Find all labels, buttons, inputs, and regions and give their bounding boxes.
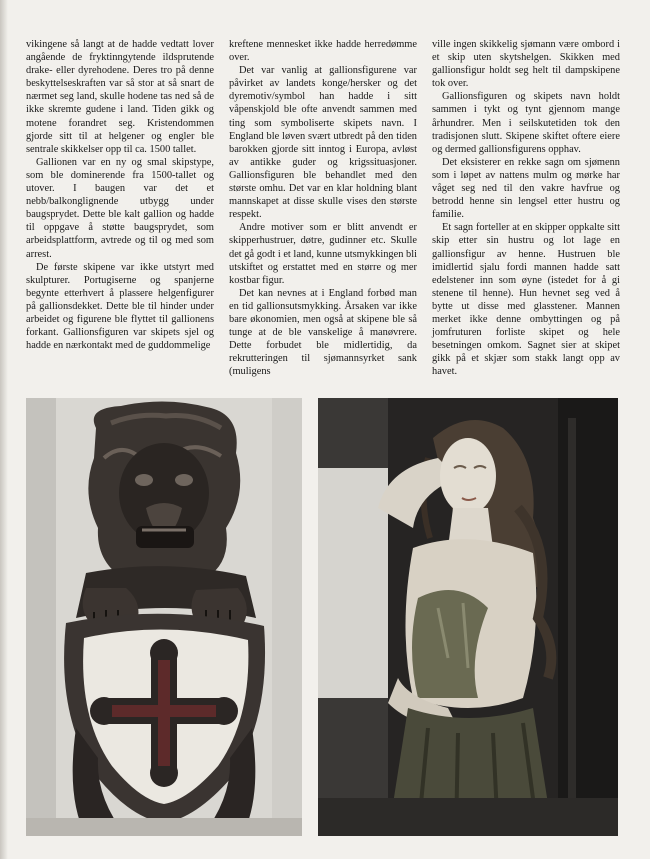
paragraph: Et sagn forteller at en skipper oppkalte sitt skip etter sin hustru og lot lage en gallionsfigur av henne. Hustruen ble imidlertid sjalu fordi mannen hadde satt edelstener inn som øyne (istedet for å gi stenene til henne). Hun hevnet seg ved å bytte ut disse med glasstener. Mannen merket ikke denne ombyttingen og på jomfruturen forliste skipet og hele besetningen omkom. Sagnet sier at skipet gikk på et skjær som stakk langt opp av havet.: [432, 222, 620, 378]
paragraph: Det kan nevnes at i England forbød man en tid gallionsutsmykking. Årsaken var ikke bare økonomien, men også at skipene ble så tunge at de ble vanskelige å manøvrere. Dette forbudet ble midlertidig, da rekrutteringen til sjømannsyrket sank (muligens: [229, 287, 417, 378]
article-column-1: [26, 38, 214, 352]
paragraph: Andre motiver som er blitt anvendt er skipperhustruer, døtre, gudinner etc. Skulle det gå godt i et land, kunne utsmykkingen bli utskiftet og erstattet med en større og mer kostbar figur.: [229, 222, 417, 286]
paragraph: Det eksisterer en rekke sagn om sjømenn som i løpet av nattens mulm og mørke har våget seg ned til den vakre havfrue og betrodd henne sin lengsel etter hustru og familie.: [432, 156, 620, 221]
article-column-2: [229, 38, 417, 378]
paragraph: Det var vanlig at gallionsfigurene var påvirket av landets konge/hersker og det dyremotiv/symbol han hadde i sitt våpenskjold ble ofte anvendt sammen med ting som symboliserte skipets navn. I England ble løven svært utbredt på den tiden barokken gjorde sitt inntog i Europa, avløst av antikke guder og krigssituasjoner. Gallionsfiguren ble behandlet med den største omhu. Det var en klar holdning blant mannskapet at disse skulle vises den største respekt.: [229, 65, 417, 221]
lion-figurehead-illustration: [26, 398, 302, 836]
paragraph: vikingene så langt at de hadde vedtatt lover angående de fryktinngytende ildsprutende drake- eller dyrehodene. Deres tro på denne beskyttelseskraften var så stor at så snart de nærmet seg land, skulle hodene tas ned så de ikke skremte gudene i land. Tiden gikk og motene forandret seg. Kristendommen gjorde sitt til at helgener og engler ble sentrale skikkelser opp til ca. 1500 tallet.: [26, 39, 214, 155]
paragraph: Gallionen var en ny og smal skipstype, som ble dominerende fra 1500-tallet og utover. I baugen var det et nebb/balkonglignende utbygg under baugsprydet. Dette ble kalt gallion og hadde til oppgave å støtte baugsprydet, som arbeidsplattform, avtrede og til og med som arrest.: [26, 156, 214, 260]
paragraph: Gallionsfiguren og skipets navn holdt sammen i tykt og tynt gjennom mange århundrer. Men i seilskutetiden tok den tradisjonen slutt. Skipene skiftet oftere eiere og dermed gallionsfigurens opphav.: [432, 91, 620, 155]
paragraph: ville ingen skikkelig sjømann være ombord i et skip uten skytshelgen. Skikken med gallionsfigur holdt seg helt til dampskipene tok over.: [432, 39, 620, 90]
paragraph: De første skipene var ikke utstyrt med skulpturer. Portugiserne og spanjerne begynte etterhvert å plassere helgenfigurer på gallionsdekket. Dette ble til hinder under arbeidet og figurene ble flyttet til gallionens forkant. Gallionsfiguren var skipets sjel og hadde en nærkontakt med de guddommelige: [26, 261, 214, 352]
female-figurehead-photo: [318, 398, 618, 836]
article-column-3: [432, 38, 620, 378]
female-figurehead-illustration: [318, 398, 618, 836]
page-binding-shadow: [0, 0, 8, 859]
lion-figurehead-photo: [26, 398, 302, 836]
paragraph: kreftene mennesket ikke hadde herredømme over.: [229, 39, 417, 64]
article-body: [26, 38, 620, 394]
